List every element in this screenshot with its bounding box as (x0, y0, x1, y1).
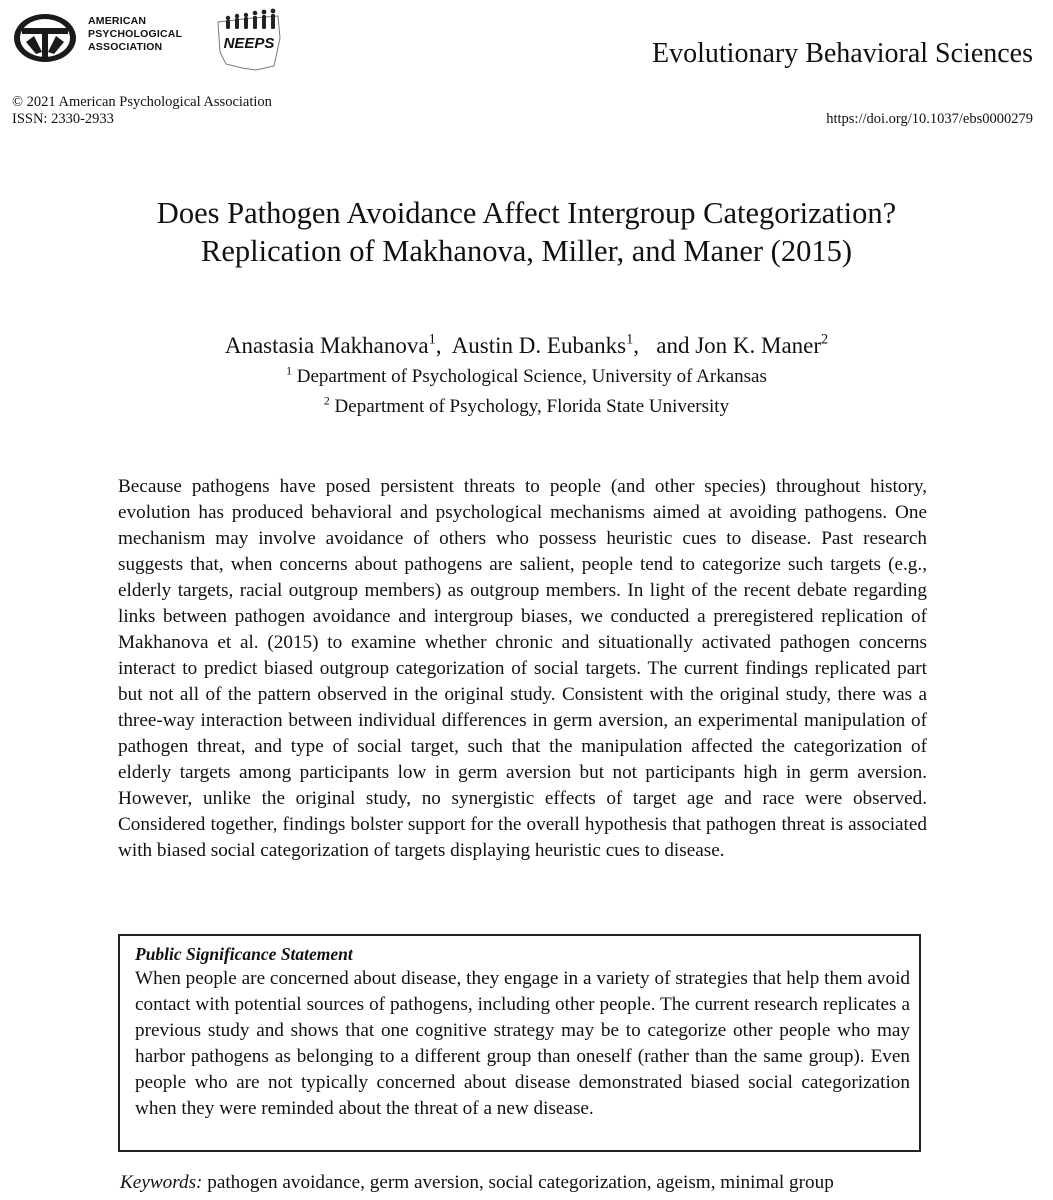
neeps-logo-icon (212, 8, 286, 76)
article-title (0, 194, 1053, 270)
author-name: Anastasia Makhanova (224, 333, 429, 358)
journal-name: Evolutionary Behavioral Sciences (652, 38, 1033, 69)
abstract: Because pathogens have posed persistent threats to people (and other species) throughout history, evolution has produced behavioral and psychological mechanisms aimed at avoiding pathogens. One mechanism may involve avoidance of others who possess heuristic cues to disease. Past research suggests that, when concerns about pathogens are salient, people tend to categorize such targets (e.g., elderly targets, racial outgroup members) as outgroup members. In light of the recent debate regarding links between pathogen avoidance and intergroup biases, we conducted a preregistered replication of Makhanova et al. (2015) to examine whether chronic and situationally activated pathogen concerns interact to predict biased outgroup categorization of social targets. The current findings replicated part but not all of the pattern observed in the original study. Consistent with the original study, there was a three-way interaction between individual differences in germ aversion, an experimental manipulation of pathogen threat, and type of social target, such that the manipulation affected the categorization of elderly targets among participants low in germ aversion but not participants high in germ aversion. However, unlike the original study, no synergistic effects of target age and race were observed. Considered together, findings bolster support for the overall hypothesis that pathogen threat is associated with biased social categorization of targets displaying heuristic cues to disease. (118, 476, 927, 861)
affiliation-1: $^1$ Department of Psychological Science, University of Arkansas (286, 364, 767, 387)
author-affiliation-mark: 2 (821, 331, 829, 348)
affiliation-2: $^2$ Department of Psychology, Florida State University (323, 394, 730, 417)
significance-heading: Public Significance Statement (135, 944, 353, 964)
publisher-name: AMERICAN PSYCHOLOGICAL ASSOCIATION (88, 15, 183, 53)
author-name: Austin D. Eubanks (451, 333, 627, 358)
title-line-1: Does Pathogen Avoidance Affect Intergroup Categorization? (156, 196, 897, 230)
author-name: Jon K. Maner (695, 333, 822, 358)
significance-body: When people are concerned about disease, they engage in a variety of strategies that help them avoid contact with potential sources of pathogens, including other people. The current research replicates a previous study and shows that one cognitive strategy may be to categorize other people who may harbor pathogens as belonging to a different group than oneself (rather than the same group). Even people who are not typically concerned about disease demonstrated biased social categorization when they were reminded about the threat of a new disease. (135, 968, 910, 1119)
author-affiliation-mark: 1 (626, 331, 634, 348)
keywords-list: pathogen avoidance, germ aversion, social categorization, ageism, minimal group (207, 1172, 834, 1193)
issn-line: ISSN: 2330-2933 (12, 110, 114, 127)
apa-logo-icon (12, 12, 78, 64)
copyright-line: © 2021 American Psychological Association (12, 94, 272, 110)
neeps-text: NEEPS (223, 35, 275, 52)
title-line-2: Replication of Makhanova, Miller, and Maner (2015) (201, 234, 852, 268)
doi-link[interactable]: https://doi.org/10.1037/ebs0000279 (826, 111, 1033, 127)
keywords (120, 1172, 834, 1194)
keywords-label: Keywords: (120, 1172, 203, 1193)
author-affiliation-mark: 1 (428, 331, 436, 348)
publication-meta (12, 94, 272, 127)
author-list: Anastasia Makhanova$^1$, Austin D. Eubanks$^1$, and Jon K. Maner$^2$ (224, 331, 829, 358)
